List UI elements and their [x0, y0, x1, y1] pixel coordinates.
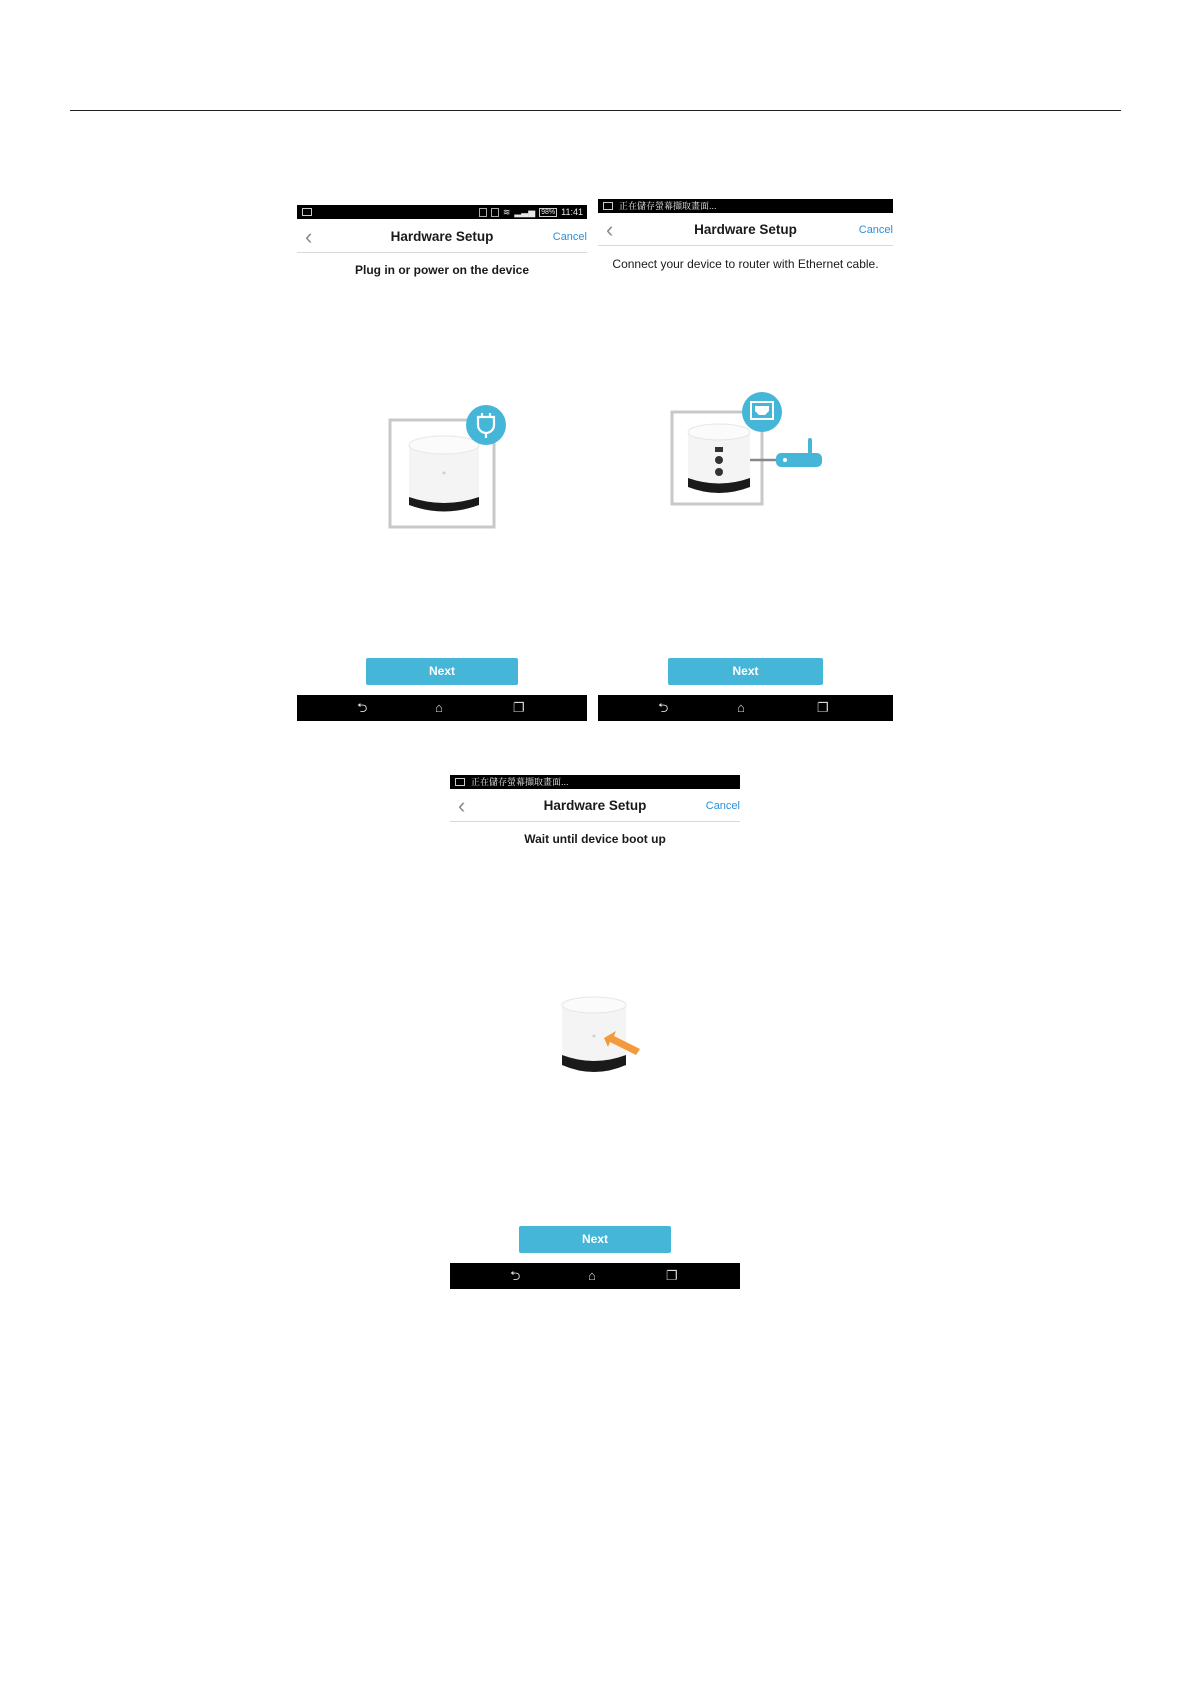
- system-nav-bar: [297, 695, 587, 721]
- status-bar: [598, 199, 893, 213]
- cancel-button[interactable]: Cancel: [858, 224, 893, 236]
- nav-bar: [450, 791, 740, 822]
- next-button[interactable]: Next: [519, 1226, 671, 1253]
- instruction-text: Wait until device boot up: [524, 832, 666, 846]
- phone-screen-ethernet: [598, 199, 893, 721]
- screen-title: Hardware Setup: [694, 222, 797, 237]
- clock: 11:41: [561, 207, 583, 217]
- instruction-text: Connect your device to router with Ethernet cable.: [612, 257, 879, 271]
- wifi-icon: ≋: [502, 207, 511, 217]
- next-button[interactable]: Next: [366, 658, 518, 685]
- system-recent-apps-icon[interactable]: ❐: [513, 700, 525, 715]
- device-boot-illustration: [558, 993, 648, 1083]
- status-text: 正在儲存螢幕擷取畫面...: [471, 777, 569, 787]
- hub-device-image: [409, 436, 479, 512]
- hub-device-image: [688, 424, 750, 493]
- nav-bar: [598, 215, 893, 246]
- system-home-icon[interactable]: ⌂: [737, 700, 745, 715]
- status-bar: [450, 775, 740, 789]
- system-recent-apps-icon[interactable]: ❐: [817, 700, 829, 715]
- cancel-button[interactable]: Cancel: [705, 800, 740, 812]
- system-home-icon[interactable]: ⌂: [588, 1268, 596, 1283]
- router-icon: [776, 438, 822, 467]
- device-ethernet-illustration: [670, 392, 830, 507]
- device-power-illustration: [387, 405, 517, 530]
- phone-screen-power: [297, 205, 587, 721]
- instruction-text: Plug in or power on the device: [354, 263, 530, 277]
- system-nav-bar: [598, 695, 893, 721]
- system-back-icon[interactable]: ⮌: [510, 1268, 521, 1283]
- back-chevron-icon[interactable]: ‹: [458, 793, 466, 818]
- nav-bar: [297, 222, 587, 253]
- system-recent-apps-icon[interactable]: ❐: [666, 1268, 678, 1283]
- system-home-icon[interactable]: ⌂: [435, 700, 443, 715]
- battery-indicator: 98%: [541, 208, 556, 216]
- ethernet-icon: [742, 392, 782, 432]
- back-chevron-icon[interactable]: ‹: [305, 224, 313, 249]
- system-back-icon[interactable]: ⮌: [658, 700, 669, 715]
- screenshot-icon: [603, 202, 613, 210]
- screen-title: Hardware Setup: [543, 798, 647, 813]
- nfc-icon: [479, 208, 487, 217]
- page-header-rule: [70, 110, 1121, 111]
- status-text: 正在儲存螢幕擷取畫面...: [619, 201, 717, 211]
- cancel-button[interactable]: Cancel: [552, 231, 587, 243]
- system-nav-bar: [450, 1263, 740, 1289]
- alarm-icon: [491, 208, 499, 217]
- status-bar: [297, 205, 587, 219]
- signal-icon: ▂▃▅: [514, 207, 536, 217]
- screenshot-icon: [302, 208, 312, 216]
- system-back-icon[interactable]: ⮌: [357, 700, 368, 715]
- back-chevron-icon[interactable]: ‹: [606, 217, 614, 242]
- screen-title: Hardware Setup: [390, 229, 494, 244]
- hub-device-image: [562, 997, 626, 1072]
- phone-screen-boot: [450, 775, 740, 1289]
- screenshot-icon: [455, 778, 465, 786]
- plug-icon: [466, 405, 506, 445]
- next-button[interactable]: Next: [668, 658, 823, 685]
